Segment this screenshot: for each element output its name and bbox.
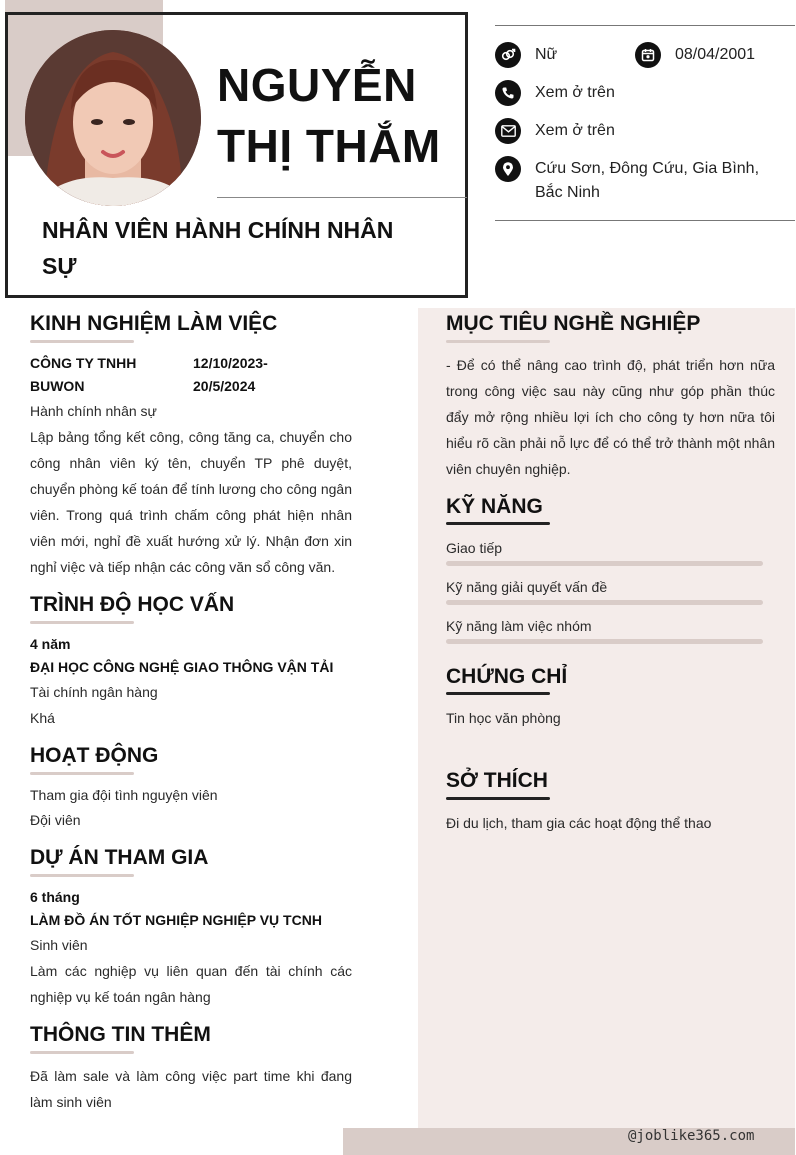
skill-bar-fill xyxy=(446,639,763,644)
email-value: Xem ở trên xyxy=(535,122,615,139)
avatar xyxy=(25,30,201,206)
education-grade: Khá xyxy=(30,710,55,726)
hobbies-text: Đi du lịch, tham gia các hoạt động thể thao xyxy=(446,815,712,831)
experience-underline xyxy=(30,340,134,343)
projects-underline xyxy=(30,874,134,877)
objective-title: MỤC TIÊU NGHỀ NGHIỆP xyxy=(446,312,701,335)
candidate-name xyxy=(217,55,457,177)
certificates-item-1: Tin học văn phòng xyxy=(446,710,561,726)
email-icon xyxy=(495,118,521,144)
education-school: ĐẠI HỌC CÔNG NGHỆ GIAO THÔNG VẬN TẢI xyxy=(30,659,334,675)
activities-title: HOẠT ĐỘNG xyxy=(30,744,159,767)
phone-value: Xem ở trên xyxy=(535,84,615,101)
projects-description: Làm các nghiệp vụ liên quan đến tài chính các nghiệp vụ kế toán ngân hàng xyxy=(30,963,352,1005)
portrait-photo-icon xyxy=(25,30,201,206)
projects-title: DỰ ÁN THAM GIA xyxy=(30,846,209,869)
education-duration: 4 năm xyxy=(30,636,71,652)
objective-underline xyxy=(446,340,550,343)
objective-text: - Để có thể nâng cao trình độ, phát triển hơn nữa trong công việc sau này cũng như góp phần thúc đẩy mở rộng nhiều lợi ích cho công ty hơn nữa tôi hiểu rõ cần phải nỗ lực để có thể trở thành một nhân viên chuyên nghiệp. xyxy=(446,357,775,477)
more-info-text: Đã làm sale và làm công việc part time khi đang làm sinh viên xyxy=(30,1068,352,1110)
job-title: NHÂN VIÊN HÀNH CHÍNH NHÂN SỰ xyxy=(42,217,394,279)
skill-label: Giao tiếp xyxy=(446,540,503,556)
skill-bar xyxy=(446,561,763,566)
activities-underline xyxy=(30,772,134,775)
skill-bar-fill xyxy=(446,600,763,605)
phone-icon xyxy=(495,80,521,106)
skills-title: KỸ NĂNG xyxy=(446,495,543,518)
contact-birthdate xyxy=(635,43,755,68)
experience-title: KINH NGHIỆM LÀM VIỆC xyxy=(30,312,278,335)
education-title: TRÌNH ĐỘ HỌC VẤN xyxy=(30,593,235,616)
projects-role: Sinh viên xyxy=(30,937,88,953)
location-icon xyxy=(495,156,521,182)
birthdate-value: 08/04/2001 xyxy=(675,46,756,63)
education-major: Tài chính ngân hàng xyxy=(30,684,158,700)
footer-watermark: @joblike365.com xyxy=(628,1128,755,1144)
education-underline xyxy=(30,621,134,624)
projects-name: LÀM ĐỒ ÁN TỐT NGHIỆP NGHIỆP VỤ TCNH xyxy=(30,912,322,928)
contact-top-divider xyxy=(495,25,795,26)
skill-label: Kỹ năng giải quyết vấn đề xyxy=(446,579,608,595)
more-info-title: THÔNG TIN THÊM xyxy=(30,1023,211,1046)
gender-value: Nữ xyxy=(535,46,558,63)
more-info-underline xyxy=(30,1051,134,1054)
certificates-title: CHỨNG CHỈ xyxy=(446,665,568,688)
contact-gender xyxy=(495,43,557,68)
hobbies-title: SỞ THÍCH xyxy=(446,769,548,792)
skill-bar xyxy=(446,600,763,605)
skill-bar-fill xyxy=(446,561,763,566)
contact-phone xyxy=(495,81,615,106)
experience-description: Lập bảng tổng kết công, công tăng ca, chuyển cho công nhân viên ký tên, chuyển TP phê duyệt, chuyển phòng kế toán để tính lương cho công ngân viên. Trong quá trình chấm công phát hiện nhân viên mới, nghỉ đề xuất hướng xử lý. Nhận đơn xin nghỉ việc và tiếp nhận các công văn sổ công văn. xyxy=(30,429,352,575)
name-line-2: THỊ THẮM xyxy=(217,120,441,172)
calendar-icon xyxy=(635,42,661,68)
experience-period: 12/10/2023-20/5/2024 xyxy=(193,355,268,394)
name-divider xyxy=(217,197,467,198)
hobbies-underline xyxy=(446,797,550,800)
contact-bottom-divider xyxy=(495,220,795,221)
skill-bar xyxy=(446,639,763,644)
name-line-1: NGUYỄN xyxy=(217,59,417,111)
certificates-underline xyxy=(446,692,550,695)
contact-address xyxy=(495,157,785,205)
contact-email xyxy=(495,119,615,144)
address-value: Cứu Sơn, Đông Cứu, Gia Bình, Bắc Ninh xyxy=(535,160,760,201)
activities-item-2: Đội viên xyxy=(30,812,81,828)
experience-company: CÔNG TY TNHH BUWON xyxy=(30,355,137,394)
skill-label: Kỹ năng làm việc nhóm xyxy=(446,618,592,634)
gender-icon xyxy=(495,42,521,68)
experience-position: Hành chính nhân sự xyxy=(30,403,157,419)
activities-item-1: Tham gia đội tình nguyện viên xyxy=(30,787,218,803)
projects-duration: 6 tháng xyxy=(30,889,80,905)
skills-underline xyxy=(446,522,550,525)
